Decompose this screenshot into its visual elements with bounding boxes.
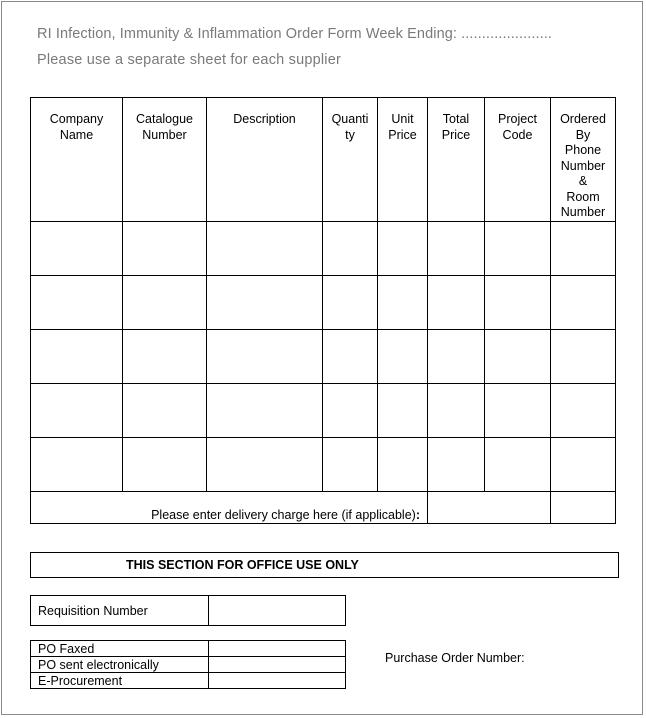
po-sent-electronically-label: PO sent electronically: [31, 657, 209, 673]
table-cell[interactable]: [551, 383, 616, 437]
table-cell[interactable]: [428, 275, 485, 329]
form-title: RI Infection, Immunity & Inflammation Order Form Week Ending: ......................: [37, 26, 552, 42]
table-cell[interactable]: [378, 221, 428, 275]
delivery-charge-extra-cell[interactable]: [551, 491, 616, 523]
table-cell[interactable]: [31, 221, 123, 275]
header-row: [31, 98, 616, 222]
table-cell[interactable]: [31, 437, 123, 491]
office-use-title: THIS SECTION FOR OFFICE USE ONLY: [126, 558, 359, 572]
table-row: [31, 383, 616, 437]
table-cell[interactable]: [323, 329, 378, 383]
delivery-row: [31, 491, 616, 523]
table-cell[interactable]: [31, 275, 123, 329]
requisition-number-field[interactable]: [209, 596, 346, 626]
table-cell[interactable]: [31, 383, 123, 437]
requisition-number-label: Requisition Number: [31, 596, 209, 626]
table-cell[interactable]: [323, 275, 378, 329]
table-cell[interactable]: [428, 221, 485, 275]
table-cell[interactable]: [551, 437, 616, 491]
delivery-charge-field[interactable]: [428, 491, 551, 523]
table-cell[interactable]: [207, 275, 323, 329]
table-cell[interactable]: [428, 329, 485, 383]
table-cell[interactable]: [551, 221, 616, 275]
table-cell[interactable]: [123, 437, 207, 491]
col-catalogue-number: Catalogue Number: [123, 98, 207, 222]
table-row: [31, 275, 616, 329]
e-procurement-field[interactable]: [209, 673, 346, 689]
table-cell[interactable]: [207, 221, 323, 275]
po-faxed-label: PO Faxed: [31, 641, 209, 657]
col-total-price: Total Price: [428, 98, 485, 222]
table-cell[interactable]: [123, 329, 207, 383]
table-cell[interactable]: [551, 329, 616, 383]
col-company-name: Company Name: [31, 98, 123, 222]
po-faxed-field[interactable]: [209, 641, 346, 657]
table-cell[interactable]: [485, 383, 551, 437]
table-cell[interactable]: [207, 383, 323, 437]
table-cell[interactable]: [123, 221, 207, 275]
table-row: [31, 221, 616, 275]
table-cell[interactable]: [378, 329, 428, 383]
table-cell[interactable]: [428, 437, 485, 491]
office-use-banner: [30, 552, 619, 578]
table-cell[interactable]: [31, 329, 123, 383]
delivery-charge-label: Please enter delivery charge here (if applicable):: [31, 491, 428, 523]
table-cell[interactable]: [207, 437, 323, 491]
table-row: [31, 329, 616, 383]
table-cell[interactable]: [323, 221, 378, 275]
table-cell[interactable]: [378, 275, 428, 329]
table-cell[interactable]: [323, 383, 378, 437]
col-description: Description: [207, 98, 323, 222]
table-cell[interactable]: [428, 383, 485, 437]
table-cell[interactable]: [551, 275, 616, 329]
col-quantity: Quanti ty: [323, 98, 378, 222]
requisition-table: [30, 595, 346, 626]
table-cell[interactable]: [123, 275, 207, 329]
table-row: [31, 437, 616, 491]
table-cell[interactable]: [378, 383, 428, 437]
order-table: [30, 97, 616, 524]
table-cell[interactable]: [485, 275, 551, 329]
table-cell[interactable]: [485, 221, 551, 275]
po-sent-electronically-field[interactable]: [209, 657, 346, 673]
supplier-instruction: Please use a separate sheet for each supplier: [37, 52, 342, 68]
table-cell[interactable]: [485, 437, 551, 491]
e-procurement-label: E-Procurement: [31, 673, 209, 689]
table-cell[interactable]: [123, 383, 207, 437]
col-unit-price: Unit Price: [378, 98, 428, 222]
table-cell[interactable]: [207, 329, 323, 383]
table-cell[interactable]: [323, 437, 378, 491]
col-project-code: Project Code: [485, 98, 551, 222]
table-cell[interactable]: [485, 329, 551, 383]
purchase-order-number-label: Purchase Order Number:: [385, 651, 525, 665]
po-status-table: [30, 640, 346, 689]
col-ordered-by: Ordered By Phone Number & Room Number: [551, 98, 616, 222]
table-cell[interactable]: [378, 437, 428, 491]
